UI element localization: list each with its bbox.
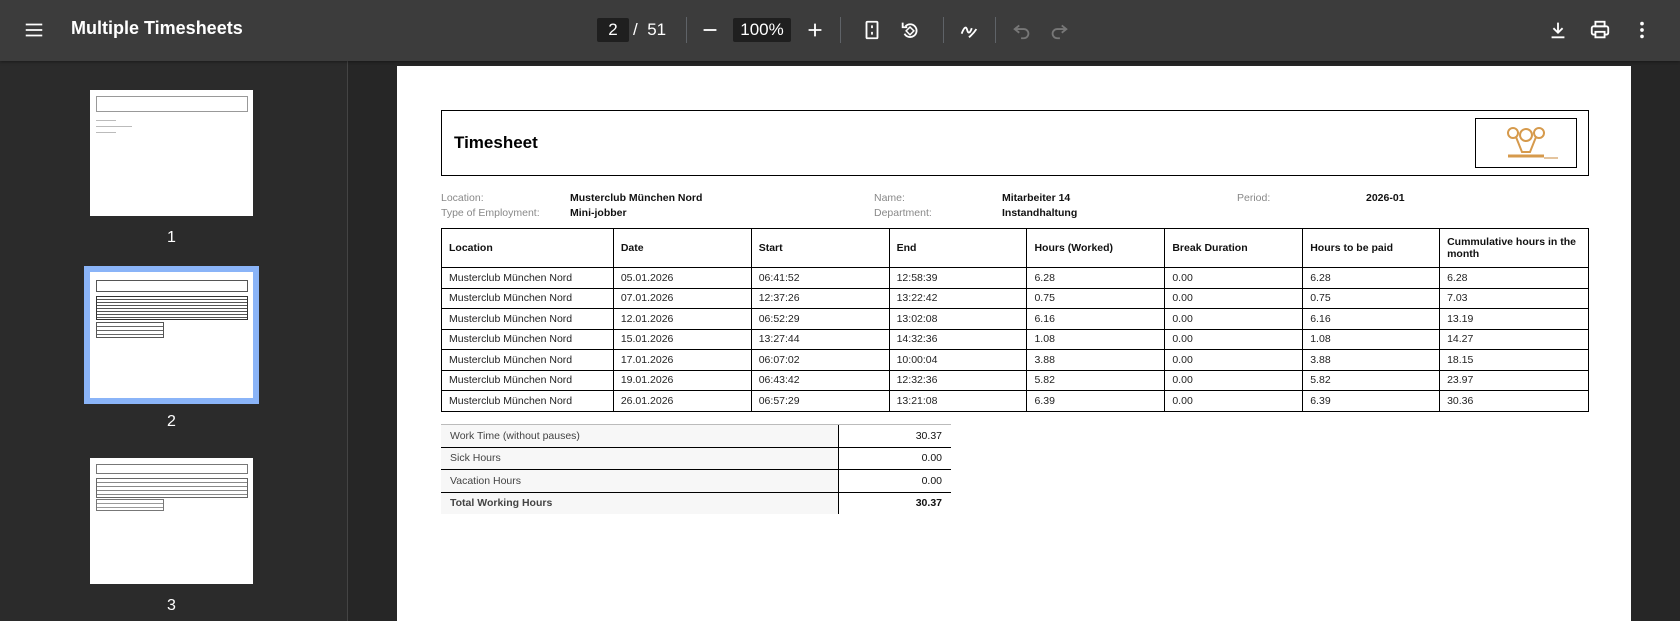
table-row — [442, 370, 1589, 391]
thumb-summary — [96, 322, 164, 338]
minus-icon[interactable] — [692, 12, 728, 48]
info-label: Department: — [874, 207, 932, 219]
rotate-icon[interactable] — [892, 12, 928, 48]
info-name-value — [1002, 192, 1070, 204]
info-department — [874, 207, 932, 219]
thumbnail-number: 3 — [167, 597, 176, 614]
thumb-summary — [96, 499, 164, 511]
table-cell: Musterclub München Nord — [442, 288, 614, 309]
print-icon[interactable] — [1582, 12, 1618, 48]
info-name — [874, 192, 905, 204]
summary-total-row — [441, 492, 951, 514]
page-thumbnail-2[interactable] — [90, 272, 253, 398]
fit-page-icon[interactable] — [854, 12, 890, 48]
thumbnail-number: 2 — [167, 413, 176, 430]
summary-label: Total Working Hours — [441, 492, 838, 514]
table-cell: 6.16 — [1027, 309, 1165, 330]
info-value: Mitarbeiter 14 — [1002, 192, 1071, 204]
table-cell: 14:32:36 — [889, 329, 1027, 350]
page-number-input[interactable]: 2 — [597, 18, 629, 42]
info-label: Period: — [1237, 192, 1271, 204]
table-cell: 0.00 — [1165, 370, 1303, 391]
info-value: Mini-jobber — [570, 207, 627, 219]
table-cell: 0.00 — [1165, 268, 1303, 289]
table-cell: 6.28 — [1027, 268, 1165, 289]
thumb-table — [96, 296, 248, 320]
table-cell: 06:52:29 — [751, 309, 889, 330]
table-cell: 13.19 — [1440, 309, 1589, 330]
table-cell: 05.01.2026 — [613, 268, 751, 289]
table-cell: 12.01.2026 — [613, 309, 751, 330]
info-label: Name: — [874, 192, 905, 204]
page-thumbnail-1[interactable] — [90, 90, 253, 216]
thumb-table — [96, 478, 248, 498]
thumb-line — [96, 126, 132, 127]
more-vert-icon[interactable] — [1624, 12, 1660, 48]
info-period — [1237, 192, 1270, 204]
info-employment-value — [570, 207, 627, 219]
info-department-value — [1002, 207, 1077, 219]
table-cell: 30.36 — [1440, 391, 1589, 412]
table-cell: 14.27 — [1440, 329, 1589, 350]
table-cell: Musterclub München Nord — [442, 268, 614, 289]
page-total-count: 51 — [647, 20, 667, 39]
summary-row — [441, 470, 951, 493]
table-cell: 13:02:08 — [889, 309, 1027, 330]
table-cell: 3.88 — [1027, 350, 1165, 371]
thumb-line — [96, 120, 116, 121]
page-separator: / — [633, 20, 638, 39]
table-cell: 12:58:39 — [889, 268, 1027, 289]
summary-table — [441, 424, 951, 514]
table-row — [442, 391, 1589, 412]
summary-value: 0.00 — [838, 447, 951, 470]
document-viewer[interactable] — [348, 61, 1680, 621]
pdf-toolbar — [0, 0, 1680, 61]
info-value: 2026-01 — [1366, 192, 1405, 204]
table-cell: 5.82 — [1303, 370, 1440, 391]
table-cell: 6.28 — [1303, 268, 1440, 289]
toolbar-divider — [686, 17, 687, 43]
column-header: End — [889, 229, 1027, 268]
table-cell: 0.75 — [1303, 288, 1440, 309]
summary-value: 30.37 — [838, 492, 951, 514]
thumb-header — [96, 96, 248, 112]
thumb-header — [96, 280, 248, 292]
table-row — [442, 309, 1589, 330]
column-header: Date — [613, 229, 751, 268]
toolbar-divider — [943, 17, 944, 43]
table-cell: 7.03 — [1440, 288, 1589, 309]
table-cell: 0.00 — [1165, 309, 1303, 330]
thumbnail-sidebar — [0, 61, 348, 621]
table-cell: 0.00 — [1165, 350, 1303, 371]
table-cell: 12:37:26 — [751, 288, 889, 309]
table-cell: 07.01.2026 — [613, 288, 751, 309]
table-cell: 13:21:08 — [889, 391, 1027, 412]
table-cell: 0.00 — [1165, 288, 1303, 309]
table-cell: 23.97 — [1440, 370, 1589, 391]
table-row — [442, 268, 1589, 289]
summary-row — [441, 447, 951, 470]
page-thumbnail-3[interactable] — [90, 458, 253, 584]
table-row — [442, 288, 1589, 309]
table-header-row — [442, 229, 1589, 268]
timesheet-header — [441, 110, 1589, 176]
thumb-header — [96, 464, 248, 474]
info-location — [441, 192, 484, 204]
table-cell: 0.00 — [1165, 329, 1303, 350]
table-cell: 12:32:36 — [889, 370, 1027, 391]
zoom-input[interactable]: 100% — [733, 18, 791, 42]
column-header: Cummulative hours in the month — [1440, 229, 1589, 268]
table-row — [442, 350, 1589, 371]
table-row — [442, 329, 1589, 350]
info-employment — [441, 207, 540, 219]
table-cell: 3.88 — [1303, 350, 1440, 371]
column-header: Break Duration — [1165, 229, 1303, 268]
table-cell: 6.39 — [1027, 391, 1165, 412]
plus-icon[interactable] — [797, 12, 833, 48]
column-header: Start — [751, 229, 889, 268]
table-cell: 06:57:29 — [751, 391, 889, 412]
table-cell: 6.39 — [1303, 391, 1440, 412]
undo-icon[interactable] — [1004, 12, 1040, 48]
table-cell: Musterclub München Nord — [442, 329, 614, 350]
info-label: Type of Employment: — [441, 207, 540, 219]
toolbar-divider — [840, 17, 841, 43]
draw-icon[interactable] — [951, 12, 987, 48]
download-icon[interactable] — [1540, 12, 1576, 48]
column-header: Hours (Worked) — [1027, 229, 1165, 268]
table-cell: 06:07:02 — [751, 350, 889, 371]
table-cell: 06:43:42 — [751, 370, 889, 391]
info-label: Location: — [441, 192, 484, 204]
info-location-value — [570, 192, 702, 204]
table-cell: 6.28 — [1440, 268, 1589, 289]
summary-label: Vacation Hours — [441, 470, 838, 493]
summary-label: Sick Hours — [441, 447, 838, 470]
table-cell: 06:41:52 — [751, 268, 889, 289]
table-cell: 1.08 — [1303, 329, 1440, 350]
table-cell: Musterclub München Nord — [442, 350, 614, 371]
table-cell: 15.01.2026 — [613, 329, 751, 350]
table-cell: 0.00 — [1165, 391, 1303, 412]
info-value: Musterclub München Nord — [570, 192, 703, 204]
table-cell: Musterclub München Nord — [442, 391, 614, 412]
table-cell: 17.01.2026 — [613, 350, 751, 371]
table-cell: 1.08 — [1027, 329, 1165, 350]
table-cell: Musterclub München Nord — [442, 309, 614, 330]
table-cell: 6.16 — [1303, 309, 1440, 330]
summary-label: Work Time (without pauses) — [441, 425, 838, 448]
table-cell: 10:00:04 — [889, 350, 1027, 371]
summary-value: 0.00 — [838, 470, 951, 493]
thumbnail-number: 1 — [167, 229, 176, 246]
company-logo — [1475, 118, 1577, 168]
table-cell: 5.82 — [1027, 370, 1165, 391]
column-header: Location — [442, 229, 614, 268]
page-title: Timesheet — [454, 133, 538, 152]
menu-icon[interactable] — [16, 12, 52, 48]
table-cell: 26.01.2026 — [613, 391, 751, 412]
table-cell: 13:27:44 — [751, 329, 889, 350]
document-title: Multiple Timesheets — [71, 18, 243, 38]
table-cell: 0.75 — [1027, 288, 1165, 309]
table-cell: 18.15 — [1440, 350, 1589, 371]
info-period-value — [1366, 192, 1405, 204]
summary-value: 30.37 — [838, 425, 951, 448]
summary-row — [441, 425, 951, 448]
thumb-line — [96, 132, 116, 133]
redo-icon[interactable] — [1041, 12, 1077, 48]
table-cell: 13:22:42 — [889, 288, 1027, 309]
page-total — [633, 18, 666, 42]
toolbar-divider — [995, 17, 996, 43]
info-value: Instandhaltung — [1002, 207, 1078, 219]
timesheet-table — [441, 228, 1589, 412]
table-cell: Musterclub München Nord — [442, 370, 614, 391]
table-cell: 19.01.2026 — [613, 370, 751, 391]
pdf-page — [397, 66, 1631, 621]
column-header: Hours to be paid — [1303, 229, 1440, 268]
